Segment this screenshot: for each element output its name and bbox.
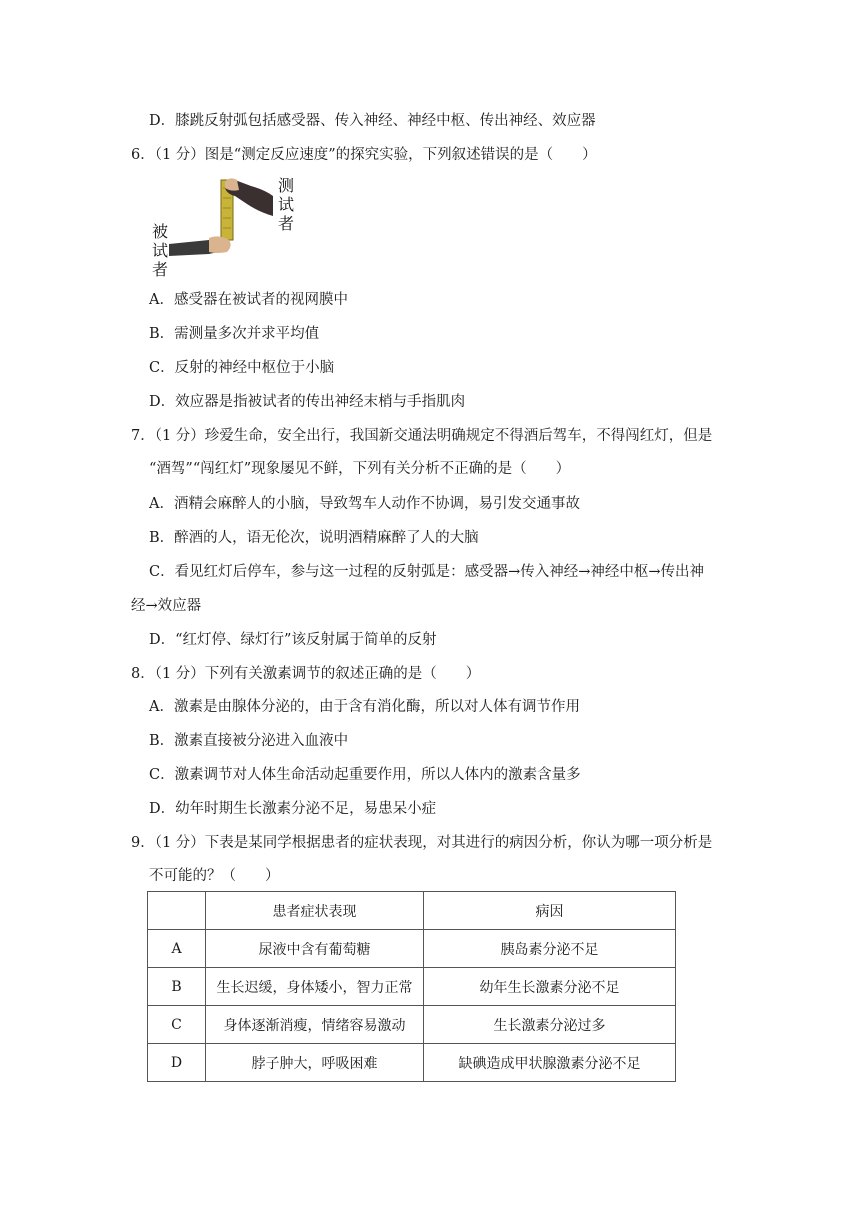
q7-stem-line2: “酒驾”“闯红灯”现象屡见不鲜，下列有关分析不正确的是（ ）: [149, 461, 571, 477]
table-cell: 生长激素分泌过多: [424, 1006, 676, 1044]
table-cell: 尿液中含有葡萄糖: [206, 930, 424, 968]
q9-stem-line2: 不可能的？（ ）: [149, 868, 280, 884]
q7-option-a: A．酒精会麻醉人的小脑，导致驾车人动作不协调，易引发交通事故: [149, 496, 580, 512]
q7-option-d: D．“红灯停、绿灯行”该反射属于简单的反射: [149, 632, 437, 648]
q6-option-a: A．感受器在被试者的视网膜中: [149, 292, 348, 308]
table-row: [148, 930, 676, 968]
subject-label: 被 试 者: [152, 222, 169, 279]
q9-stem-line1: 9．（1 分）下表是某同学根据患者的症状表现，对其进行的病因分析，你认为哪一项分析是: [131, 835, 713, 851]
q8-option-c: C．激素调节对人体生命活动起重要作用，所以人体内的激素含量多: [149, 767, 581, 783]
table-header-row: [148, 892, 676, 930]
table-cell: 幼年生长激素分泌不足: [424, 968, 676, 1006]
q6-option-d: D．效应器是指被试者的传出神经末梢与手指肌肉: [149, 394, 466, 410]
table-row: [148, 1006, 676, 1044]
table-cell: 缺碘造成甲状腺激素分泌不足: [424, 1044, 676, 1082]
table-header-cell: [148, 892, 206, 930]
tester-label: 测 试 者: [278, 176, 295, 233]
table-header-cell: 患者症状表现: [206, 892, 424, 930]
reaction-speed-figure: [147, 174, 307, 286]
q5-option-d: D．膝跳反射弧包括感受器、传入神经、神经中枢、传出神经、效应器: [149, 113, 596, 129]
table-cell: D: [148, 1044, 206, 1082]
table-header-cell: 病因: [424, 892, 676, 930]
table-row: [148, 1044, 676, 1082]
q7-option-c: C．看见红灯后停车，参与这一过程的反射弧是：感受器→传入神经→神经中枢→传出神: [149, 564, 705, 580]
q8-option-d: D．幼年时期生长激素分泌不足，易患呆小症: [149, 801, 437, 817]
table-cell: 脖子肿大，呼吸困难: [206, 1044, 424, 1082]
table-cell: B: [148, 968, 206, 1006]
q7-option-c-cont: 经→效应器: [131, 598, 202, 614]
table-cell: A: [148, 930, 206, 968]
q6-stem: 6．（1 分）图是“测定反应速度”的探究实验，下列叙述错误的是（ ）: [131, 147, 597, 163]
table-cell: 生长迟缓，身体矮小，智力正常: [206, 968, 424, 1006]
q8-stem: 8．（1 分）下列有关激素调节的叙述正确的是（ ）: [131, 666, 481, 682]
q8-option-b: B．激素直接被分泌进入血液中: [149, 733, 349, 749]
q6-option-c: C．反射的神经中枢位于小脑: [149, 360, 335, 376]
table-cell: 胰岛素分泌不足: [424, 930, 676, 968]
q7-option-b: B．醉酒的人，语无伦次，说明酒精麻醉了人的大脑: [149, 530, 479, 546]
table-row: [148, 968, 676, 1006]
q8-option-a: A．激素是由腺体分泌的，由于含有消化酶，所以对人体有调节作用: [149, 699, 580, 715]
q6-option-b: B．需测量多次并求平均值: [149, 326, 320, 342]
q7-stem-line1: 7．（1 分）珍爱生命，安全出行，我国新交通法明确规定不得酒后驾车，不得闯红灯，但是: [131, 428, 713, 444]
table-cell: 身体逐渐消瘦，情绪容易激动: [206, 1006, 424, 1044]
symptom-cause-table: [147, 891, 676, 1082]
table-cell: C: [148, 1006, 206, 1044]
